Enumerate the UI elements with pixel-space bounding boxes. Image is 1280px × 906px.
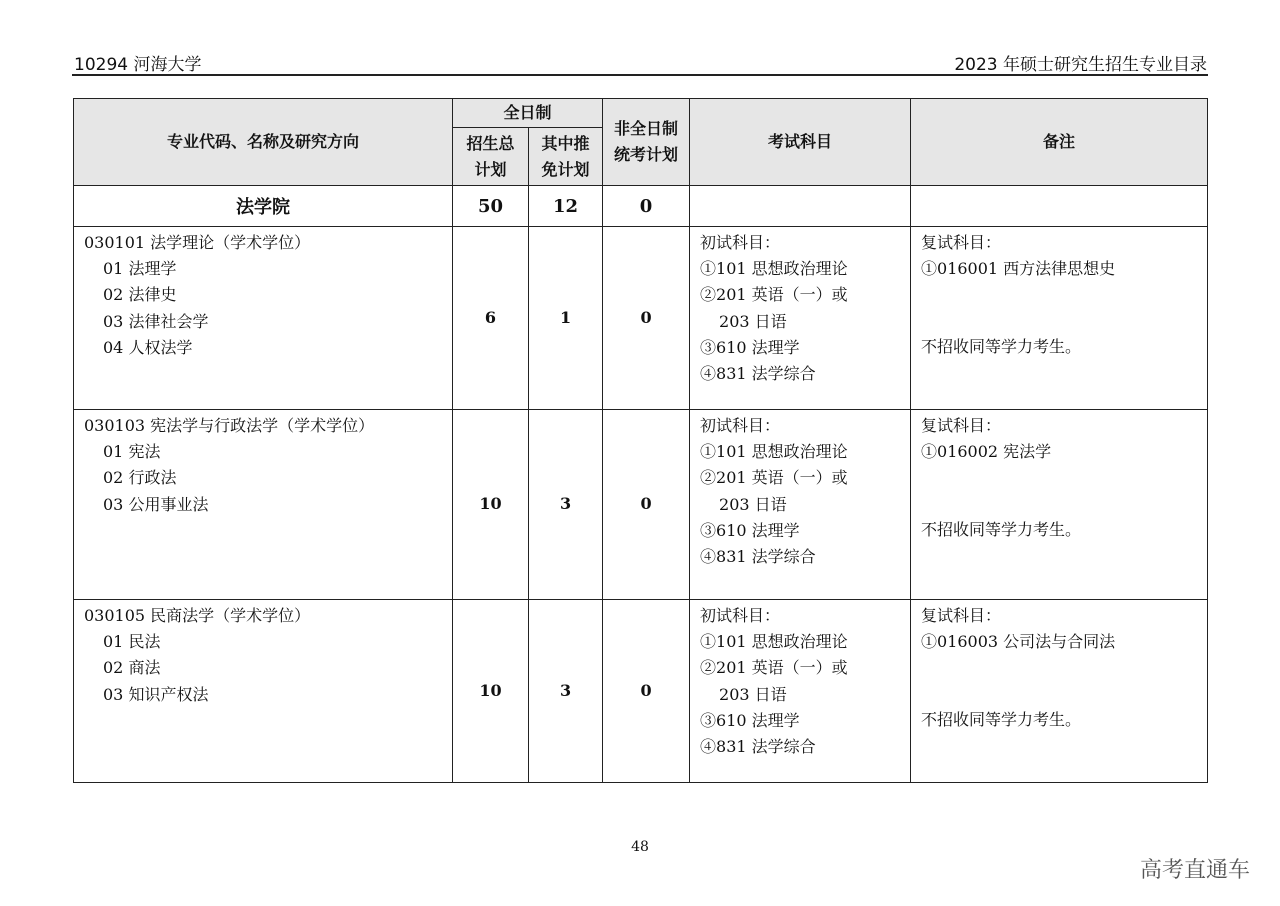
- note-text: 不招收同等学力考生。: [921, 710, 1082, 730]
- exam-subject: ④831 法学综合: [700, 364, 816, 384]
- exempt-plan: 3: [529, 410, 603, 600]
- table-row: [74, 227, 1208, 410]
- note-cell: [911, 410, 1208, 600]
- col-header-parttime: 非全日制 统考计划: [603, 99, 690, 186]
- exam-subject: ③610 法理学: [700, 710, 800, 730]
- col-header-exempt-plan: 其中推 免计划: [529, 128, 603, 186]
- header-university: 10294 河海大学: [74, 55, 202, 75]
- col-header-fulltime: 全日制: [453, 99, 603, 128]
- exempt-plan: 1: [529, 227, 603, 410]
- department-parttime: 0: [603, 186, 690, 227]
- col-header-total-plan: 招生总 计划: [453, 128, 529, 186]
- department-row: [74, 186, 1208, 227]
- major-title: 030103 宪法学与行政法学（学术学位）: [84, 416, 375, 435]
- research-direction: 01 法理学: [103, 259, 177, 279]
- department-name: 法学院: [74, 186, 453, 227]
- total-plan: 10: [453, 410, 529, 600]
- department-exempt: 12: [529, 186, 603, 227]
- exam-title: 初试科目：: [700, 233, 781, 252]
- research-direction: 03 知识产权法: [103, 684, 209, 704]
- exam-subjects: [690, 600, 911, 783]
- department-note: [911, 186, 1208, 227]
- col-header-major: 专业代码、名称及研究方向: [74, 99, 453, 186]
- page-number: 48: [631, 839, 649, 855]
- total-plan: 6: [453, 227, 529, 410]
- parttime-plan: 0: [603, 410, 690, 600]
- research-direction: 02 商法: [103, 658, 161, 678]
- retest-title: 复试科目：: [921, 233, 1002, 252]
- retest-title: 复试科目：: [921, 606, 1002, 625]
- exam-subject: ④831 法学综合: [700, 737, 816, 757]
- note-cell: [911, 227, 1208, 410]
- exam-subject: ①101 思想政治理论: [700, 632, 848, 652]
- header-catalog-title: 2023 年硕士研究生招生专业目录: [954, 55, 1207, 75]
- table-row: [74, 600, 1208, 783]
- col-header-note: 备注: [911, 99, 1208, 186]
- retest-title: 复试科目：: [921, 416, 1002, 435]
- note-cell: [911, 600, 1208, 783]
- retest-subject: ①016001 西方法律思想史: [921, 259, 1116, 279]
- major-cell: [74, 227, 453, 410]
- exam-subjects: [690, 227, 911, 410]
- research-direction: 03 法律社会学: [103, 311, 209, 331]
- admission-catalog-table: [73, 98, 1208, 783]
- major-cell: [74, 600, 453, 783]
- research-direction: 02 行政法: [103, 468, 177, 488]
- exam-subject: ③610 法理学: [700, 337, 800, 357]
- exam-title: 初试科目：: [700, 606, 781, 625]
- exam-title: 初试科目：: [700, 416, 781, 435]
- research-direction: 02 法律史: [103, 285, 177, 305]
- col-header-exam: 考试科目: [690, 99, 911, 186]
- exam-subject: ①101 思想政治理论: [700, 259, 848, 279]
- retest-subject: ①016002 宪法学: [921, 442, 1052, 462]
- department-exam: [690, 186, 911, 227]
- retest-subject: ①016003 公司法与合同法: [921, 632, 1116, 652]
- research-direction: 01 宪法: [103, 442, 161, 462]
- total-plan: 10: [453, 600, 529, 783]
- exam-subject: ②201 英语（一）或: [700, 658, 848, 678]
- major-title: 030101 法学理论（学术学位）: [84, 233, 311, 252]
- research-direction: 03 公用事业法: [103, 494, 209, 514]
- exam-subject: ④831 法学综合: [700, 547, 816, 567]
- note-text: 不招收同等学力考生。: [921, 337, 1082, 357]
- header-rule: [72, 74, 1208, 76]
- department-total: 50: [453, 186, 529, 227]
- major-cell: [74, 410, 453, 600]
- parttime-plan: 0: [603, 227, 690, 410]
- exam-subject: 203 日语: [719, 311, 787, 331]
- exam-subject: 203 日语: [719, 494, 787, 514]
- parttime-plan: 0: [603, 600, 690, 783]
- exam-subject: ①101 思想政治理论: [700, 442, 848, 462]
- major-title: 030105 民商法学（学术学位）: [84, 606, 311, 625]
- exempt-plan: 3: [529, 600, 603, 783]
- exam-subjects: [690, 410, 911, 600]
- exam-subject: 203 日语: [719, 684, 787, 704]
- watermark: 高考直通车: [1139, 858, 1250, 883]
- exam-subject: ②201 英语（一）或: [700, 285, 848, 305]
- exam-subject: ②201 英语（一）或: [700, 468, 848, 488]
- research-direction: 04 人权法学: [103, 337, 193, 357]
- exam-subject: ③610 法理学: [700, 520, 800, 540]
- table-row: [74, 410, 1208, 600]
- note-text: 不招收同等学力考生。: [921, 520, 1082, 540]
- research-direction: 01 民法: [103, 632, 161, 652]
